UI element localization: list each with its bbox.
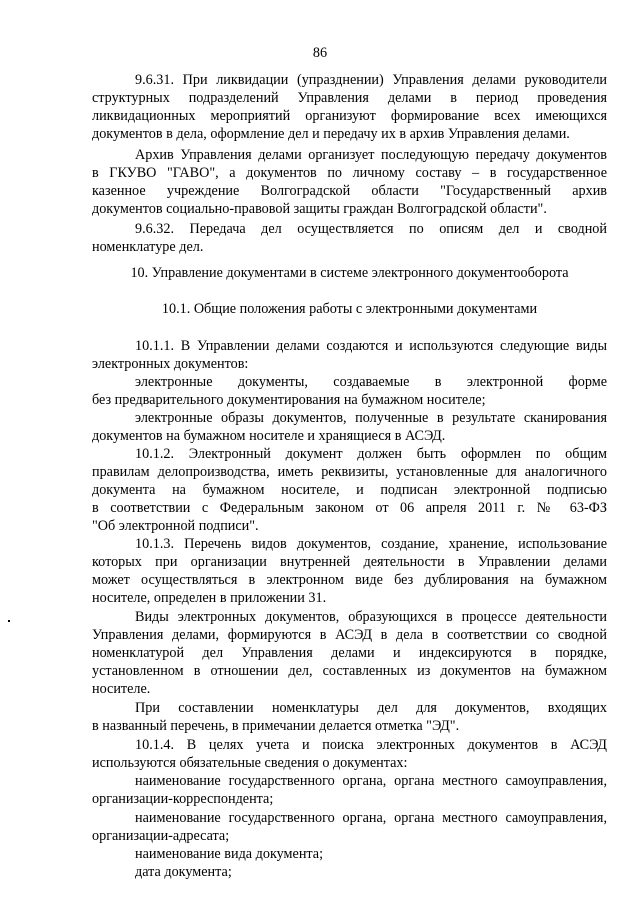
para-10-1-1-line-2: электронных документов: bbox=[92, 356, 249, 372]
para-9-6-31-line-2: структурных подразделений Управления делами в период проведения bbox=[92, 90, 607, 106]
para-types-line-4: установленном в отношении дел, составленных из документов на бумажном bbox=[92, 663, 607, 679]
para-10-1-1-line-4: без предварительного документирования на бумажном носителе; bbox=[92, 392, 486, 408]
para-10-1-1-line-5: электронные образы документов, полученные в результате сканирования bbox=[135, 410, 607, 426]
para-9-6-31-line-1: 9.6.31. При ликвидации (упразднении) Управления делами руководители bbox=[135, 72, 607, 88]
para-10-1-1-line-6: документов на бумажном носителе и хранящиеся в АСЭД. bbox=[92, 428, 446, 444]
para-10-1-4-line-5: наименование государственного органа, органа местного самоуправления, bbox=[135, 810, 607, 826]
para-10-1-4-line-1: 10.1.4. В целях учета и поиска электронных документов в АСЭД bbox=[135, 737, 607, 753]
para-10-1-4-line-2: используются обязательные сведения о документах: bbox=[92, 755, 408, 771]
para-archive-line-3: казенное учреждение Волгоградской области "Государственный архив bbox=[92, 183, 607, 199]
para-10-1-1-line-3: электронные документы, создаваемые в электронной форме bbox=[135, 374, 607, 390]
para-10-1-1-line-1: 10.1.1. В Управлении делами создаются и используются следующие виды bbox=[135, 338, 607, 354]
para-10-1-3-line-4: носителе, определен в приложении 31. bbox=[92, 590, 327, 606]
para-types-line-2: Управления делами, формируются в АСЭД в дела в соответствии со сводной bbox=[92, 627, 607, 643]
para-archive-line-4: документов социально-правовой защиты граждан Волгоградской области". bbox=[92, 201, 547, 217]
para-10-1-2-line-5: "Об электронной подписи". bbox=[92, 518, 259, 534]
para-10-1-2-line-1: 10.1.2. Электронный документ должен быть оформлен по общим bbox=[135, 446, 607, 462]
para-10-1-4-line-4: организации-корреспондента; bbox=[92, 791, 274, 807]
para-types-line-5: носителе. bbox=[92, 681, 151, 697]
para-10-1-4-line-8: дата документа; bbox=[135, 864, 232, 880]
para-nomenclature-line-1: При составлении номенклатуры дел для документов, входящих bbox=[135, 700, 607, 716]
para-9-6-32-line-1: 9.6.32. Передача дел осуществляется по описям дел и сводной bbox=[135, 221, 607, 237]
para-10-1-4-line-3: наименование государственного органа, органа местного самоуправления, bbox=[135, 773, 607, 789]
para-10-1-2-line-3: документа на бумажном носителе, и подписан электронной подписью bbox=[92, 482, 607, 498]
section-10-heading: 10. Управление документами в системе электронного документооборота bbox=[130, 265, 569, 281]
para-10-1-4-line-6: организации-адресата; bbox=[92, 828, 230, 844]
para-nomenclature-line-2: в названный перечень, в примечании делается отметка "ЭД". bbox=[92, 718, 460, 734]
para-archive-line-1: Архив Управления делами организует последующую передачу документов bbox=[135, 147, 607, 163]
para-9-6-31-line-3: ликвидационных мероприятий организуют формирование всех имеющихся bbox=[92, 108, 607, 124]
scan-margin-mark bbox=[8, 620, 10, 622]
para-10-1-3-line-2: которых при организации внутренней деятельности в Управлении делами bbox=[92, 554, 607, 570]
para-10-1-4-line-7: наименование вида документа; bbox=[135, 846, 324, 862]
para-9-6-31-line-4: документов в дела, оформление дел и передачу их в архив Управления делами. bbox=[92, 126, 570, 142]
para-10-1-3-line-3: может осуществляться в электронном виде без дублирования на бумажном bbox=[92, 572, 607, 588]
para-9-6-32-line-2: номенклатуре дел. bbox=[92, 239, 204, 255]
section-10-1-heading: 10.1. Общие положения работы с электронными документами bbox=[161, 301, 538, 317]
para-types-line-3: номенклатурой дел Управления делами и индексируются в порядке, bbox=[92, 645, 607, 661]
para-types-line-1: Виды электронных документов, образующихся в процессе деятельности bbox=[135, 609, 607, 625]
para-archive-line-2: в ГКУВО "ГАВО", а документов по личному составу – в государственное bbox=[92, 165, 607, 181]
para-10-1-3-line-1: 10.1.3. Перечень видов документов, создание, хранение, использование bbox=[135, 536, 607, 552]
para-10-1-2-line-4: в соответствии с Федеральным законом от 06 апреля 2011 г. № 63-ФЗ bbox=[92, 500, 607, 516]
para-10-1-2-line-2: правилам делопроизводства, иметь реквизиты, установленные для аналогичного bbox=[92, 464, 607, 480]
page-number: 86 bbox=[312, 45, 328, 61]
